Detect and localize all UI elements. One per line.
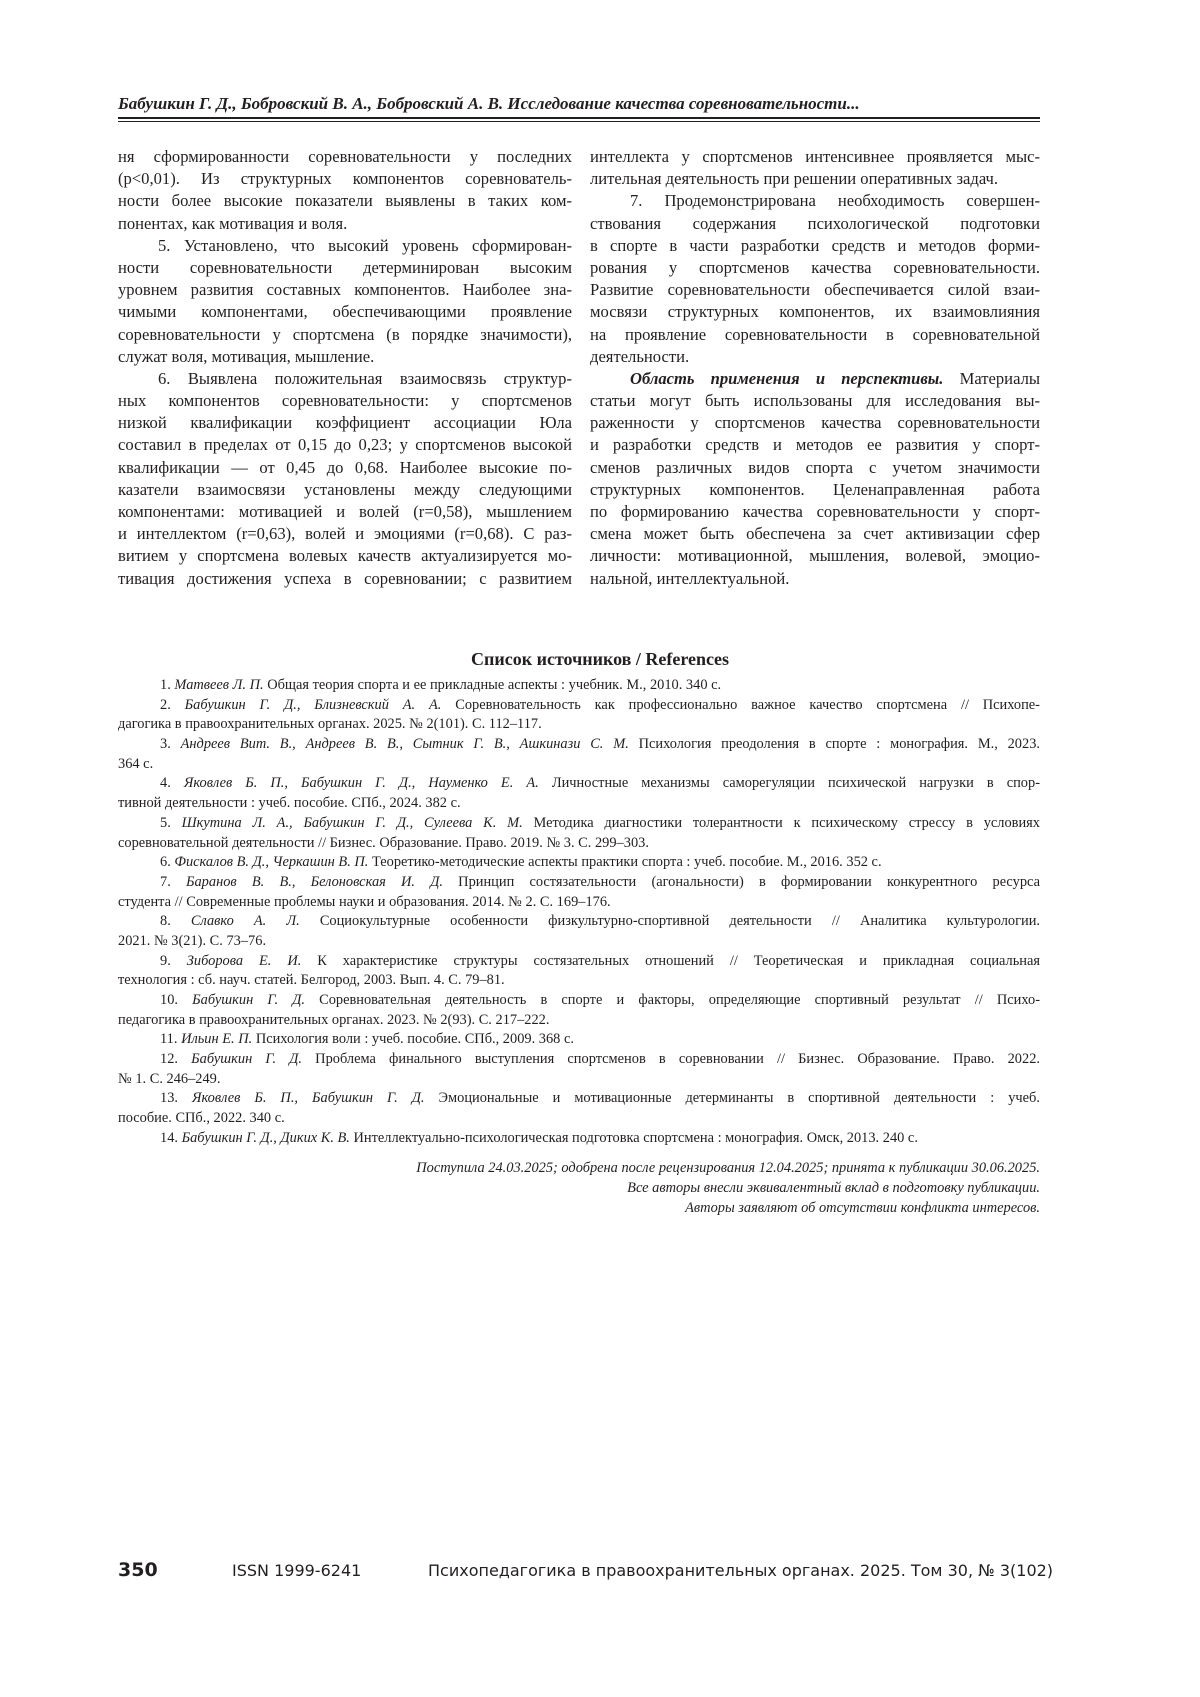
- publication-notes: [118, 1158, 1040, 1218]
- reference-continuation: технология : сб. науч. статей. Белгород, 2003. Вып. 4. С. 79–81.: [118, 971, 1040, 991]
- header-rule-thick: [118, 117, 1040, 119]
- text-line: нальной, интеллектуальной.: [590, 568, 1040, 590]
- reference-line: [118, 873, 1040, 893]
- reference-text: Социокультурные особенности физкультурно-спортивной деятельности // Аналитика культурологии.: [320, 913, 1040, 929]
- reference-line: [118, 774, 1040, 794]
- reference-item: [118, 774, 1040, 813]
- reference-number: 12.: [160, 1051, 178, 1067]
- references-title: Список источников / References: [0, 649, 1200, 670]
- text-line: уровнем развития составных компонентов. Наиболее зна-: [118, 279, 572, 301]
- text-line: ствования содержания психологической подготовки: [590, 213, 1040, 235]
- reference-line: [118, 1030, 1040, 1050]
- text-line: компонентами: мотивацией и волей (r=0,58), мышлением: [118, 501, 572, 523]
- header-rule-thin: [118, 121, 1040, 122]
- text-line: сменов различных видов спорта с учетом значимости: [590, 457, 1040, 479]
- reference-text: Личностные механизмы саморегуляции психической нагрузки в спор-: [552, 775, 1040, 791]
- reference-authors: Яковлев Б. П., Бабушкин Г. Д.: [192, 1090, 425, 1106]
- text-line: раженности у спортсменов качества соревновательности: [590, 412, 1040, 434]
- text-line: структурных компонентов. Целенаправленная работа: [590, 479, 1040, 501]
- paragraph: [590, 146, 1040, 190]
- reference-number: 1.: [160, 677, 171, 693]
- reference-authors: Бабушкин Г. Д., Диких К. В.: [182, 1130, 350, 1146]
- reference-text: Проблема финального выступления спортсменов в соревновании // Бизнес. Образование. Право. 2022.: [315, 1051, 1040, 1067]
- reference-item: [118, 1089, 1040, 1128]
- reference-item: [118, 853, 1040, 873]
- text-line: лительная деятельность при решении оперативных задач.: [590, 168, 1040, 190]
- reference-text: Общая теория спорта и ее прикладные аспекты : учебник. М., 2010. 340 с.: [267, 677, 721, 693]
- reference-number: 5.: [160, 815, 171, 831]
- reference-number: 8.: [160, 913, 171, 929]
- reference-item: [118, 735, 1040, 774]
- paragraph: [118, 368, 572, 590]
- reference-item: [118, 873, 1040, 912]
- reference-line: [118, 696, 1040, 716]
- text-line: 6. Выявлена положительная взаимосвязь структур-: [118, 368, 572, 390]
- right-column: [590, 146, 1040, 590]
- reference-line: [118, 814, 1040, 834]
- reference-text: Эмоциональные и мотивационные детерминанты в спортивной деятельности : учеб.: [439, 1090, 1040, 1106]
- text-line: (p<0,01). Из структурных компонентов соревнователь-: [118, 168, 572, 190]
- reference-number: 2.: [160, 697, 171, 713]
- reference-item: [118, 676, 1040, 696]
- references-list: [118, 676, 1040, 1149]
- reference-authors: Андреев Вит. В., Андреев В. В., Сытник Г. В., Ашкинази С. М.: [181, 736, 629, 752]
- reference-continuation: 2021. № 3(21). С. 73–76.: [118, 932, 1040, 952]
- text-line: личности: мотивационной, мышления, волевой, эмоцио-: [590, 545, 1040, 567]
- reference-number: 9.: [160, 953, 171, 969]
- text-line: ности соревновательности детерминирован высоким: [118, 257, 572, 279]
- reference-number: 6.: [160, 854, 171, 870]
- text-line: на проявление соревновательности в соревновательной: [590, 324, 1040, 346]
- journal-name: Психопедагогика в правоохранительных органах. 2025. Том 30, № 3(102): [428, 1561, 1053, 1580]
- reference-line: [118, 952, 1040, 972]
- reference-authors: Матвеев Л. П.: [174, 677, 263, 693]
- reference-authors: Славко А. Л.: [191, 913, 300, 929]
- paragraph: [118, 235, 572, 368]
- page-number: 350: [118, 1559, 158, 1581]
- text-line: деятельности.: [590, 346, 1040, 368]
- text-line: понентах, как мотивация и воля.: [118, 213, 572, 235]
- reference-line: [118, 1089, 1040, 1109]
- note-contribution: Все авторы внесли эквивалентный вклад в подготовку публикации.: [118, 1178, 1040, 1198]
- issn: ISSN 1999-6241: [232, 1561, 361, 1580]
- reference-item: [118, 952, 1040, 991]
- reference-text: Соревновательная деятельность в спорте и факторы, определяющие спортивный результат // Психо-: [319, 992, 1040, 1008]
- reference-continuation: пособие. СПб., 2022. 340 с.: [118, 1109, 1040, 1129]
- reference-authors: Зиборова Е. И.: [187, 953, 302, 969]
- text-line: ных компонентов соревновательности: у спортсменов: [118, 390, 572, 412]
- text-line: тивация достижения успеха в соревновании; с развитием: [118, 568, 572, 590]
- reference-item: [118, 991, 1040, 1030]
- text-line: интеллекта у спортсменов интенсивнее проявляется мыс-: [590, 146, 1040, 168]
- reference-authors: Шкутина Л. А., Бабушкин Г. Д., Сулеева К. М.: [182, 815, 523, 831]
- reference-continuation: студента // Современные проблемы науки и образования. 2014. № 2. С. 169–176.: [118, 893, 1040, 913]
- reference-item: [118, 696, 1040, 735]
- text-line: низкой квалификации коэффициент ассоциации Юла: [118, 412, 572, 434]
- reference-item: [118, 912, 1040, 951]
- text-line: квалификации — от 0,45 до 0,68. Наиболее высокие по-: [118, 457, 572, 479]
- paragraph: [118, 146, 572, 235]
- reference-text: Психология воли : учеб. пособие. СПб., 2009. 368 с.: [256, 1031, 574, 1047]
- reference-number: 11.: [160, 1031, 177, 1047]
- reference-text: К характеристике структуры состязательных отношений // Теоретическая и прикладная социальная: [317, 953, 1040, 969]
- text-line: и интеллектом (r=0,63), волей и эмоциями (r=0,68). С раз-: [118, 523, 572, 545]
- reference-number: 14.: [160, 1130, 178, 1146]
- reference-number: 4.: [160, 775, 171, 791]
- reference-continuation: № 1. С. 246–249.: [118, 1070, 1040, 1090]
- reference-text: Соревновательность как профессионально важное качество спортсмена // Психопе-: [455, 697, 1040, 713]
- text-line: в спорте в части разработки средств и методов форми-: [590, 235, 1040, 257]
- text-line: служат воля, мотивация, мышление.: [118, 346, 572, 368]
- reference-text: Принцип состязательности (агональности) в формировании конкурентного ресурса: [458, 874, 1040, 890]
- reference-item: [118, 1129, 1040, 1149]
- reference-text: Психология преодоления в спорте : монография. М., 2023.: [639, 736, 1040, 752]
- reference-line: [118, 735, 1040, 755]
- paragraph: [590, 368, 1040, 590]
- reference-authors: Баранов В. В., Белоновская И. Д.: [186, 874, 443, 890]
- text-line: статьи могут быть использованы для исследования вы-: [590, 390, 1040, 412]
- paragraph: [590, 190, 1040, 368]
- running-header: Бабушкин Г. Д., Бобровский В. А., Бобровский А. В. Исследование качества соревновательности...: [118, 94, 1040, 114]
- reference-text: Интеллектуально-психологическая подготовка спортсмена : монография. Омск, 2013. 240 с.: [354, 1130, 918, 1146]
- reference-text: Методика диагностики толерантности к психическому стрессу в условиях: [534, 815, 1040, 831]
- reference-line: [118, 1129, 1040, 1149]
- reference-continuation: тивной деятельности : учеб. пособие. СПб., 2024. 382 с.: [118, 794, 1040, 814]
- note-dates: Поступила 24.03.2025; одобрена после рецензирования 12.04.2025; принята к публикации 30.06.2025.: [118, 1158, 1040, 1178]
- text-line: составил в пределах от 0,15 до 0,23; у спортсменов высокой: [118, 434, 572, 456]
- text-line: казатели взаимосвязи установлены между следующими: [118, 479, 572, 501]
- reference-continuation: педагогика в правоохранительных органах. 2023. № 2(93). С. 217–222.: [118, 1011, 1040, 1031]
- text-line: мосвязи структурных компонентов, их взаимовлияния: [590, 301, 1040, 323]
- text-line: смена может быть обеспечена за счет активизации сфер: [590, 523, 1040, 545]
- text-line: витием у спортсмена волевых качеств актуализируется мо-: [118, 545, 572, 567]
- reference-authors: Бабушкин Г. Д., Близневский А. А.: [185, 697, 442, 713]
- note-conflict: Авторы заявляют об отсутствии конфликта интересов.: [118, 1198, 1040, 1218]
- left-column: [118, 146, 572, 590]
- reference-item: [118, 814, 1040, 853]
- reference-text: Теоретико-методические аспекты практики спорта : учеб. пособие. М., 2016. 352 с.: [372, 854, 882, 870]
- reference-line: [118, 991, 1040, 1011]
- reference-authors: Ильин Е. П.: [181, 1031, 252, 1047]
- reference-authors: Бабушкин Г. Д.: [191, 1051, 302, 1067]
- text-line: чимыми компонентами, обеспечивающими проявление: [118, 301, 572, 323]
- text-line: и разработки средств и методов ее развития у спорт-: [590, 434, 1040, 456]
- text-line: ности более высокие показатели выявлены в таких ком-: [118, 190, 572, 212]
- text-line: соревновательности у спортсмена (в порядке значимости),: [118, 324, 572, 346]
- reference-line: [118, 1050, 1040, 1070]
- reference-line: [118, 912, 1040, 932]
- reference-item: [118, 1050, 1040, 1089]
- reference-number: 7.: [160, 874, 171, 890]
- text-line: Развитие соревновательности обеспечивается силой взаи-: [590, 279, 1040, 301]
- text-line: 5. Установлено, что высокий уровень сформирован-: [118, 235, 572, 257]
- reference-line: [118, 676, 1040, 696]
- section-lead: Область применения и перспективы.: [630, 369, 943, 388]
- reference-line: [118, 853, 1040, 873]
- text-line: [590, 368, 1040, 390]
- reference-item: [118, 1030, 1040, 1050]
- text-line: рования у спортсменов качества соревновательности.: [590, 257, 1040, 279]
- text-line: 7. Продемонстрирована необходимость совершен-: [590, 190, 1040, 212]
- text-line: ня сформированности соревновательности у последних: [118, 146, 572, 168]
- reference-authors: Фискалов В. Д., Черкашин В. П.: [174, 854, 368, 870]
- text-span: Материалы: [943, 369, 1040, 388]
- reference-number: 3.: [160, 736, 171, 752]
- reference-number: 10.: [160, 992, 178, 1008]
- text-line: по формированию качества соревновательности у спорт-: [590, 501, 1040, 523]
- reference-number: 13.: [160, 1090, 178, 1106]
- reference-continuation: 364 с.: [118, 755, 1040, 775]
- reference-continuation: дагогика в правоохранительных органах. 2025. № 2(101). С. 112–117.: [118, 715, 1040, 735]
- reference-continuation: соревновательной деятельности // Бизнес. Образование. Право. 2019. № 3. С. 299–303.: [118, 834, 1040, 854]
- reference-authors: Яковлев Б. П., Бабушкин Г. Д., Науменко Е. А.: [184, 775, 539, 791]
- reference-authors: Бабушкин Г. Д.: [192, 992, 305, 1008]
